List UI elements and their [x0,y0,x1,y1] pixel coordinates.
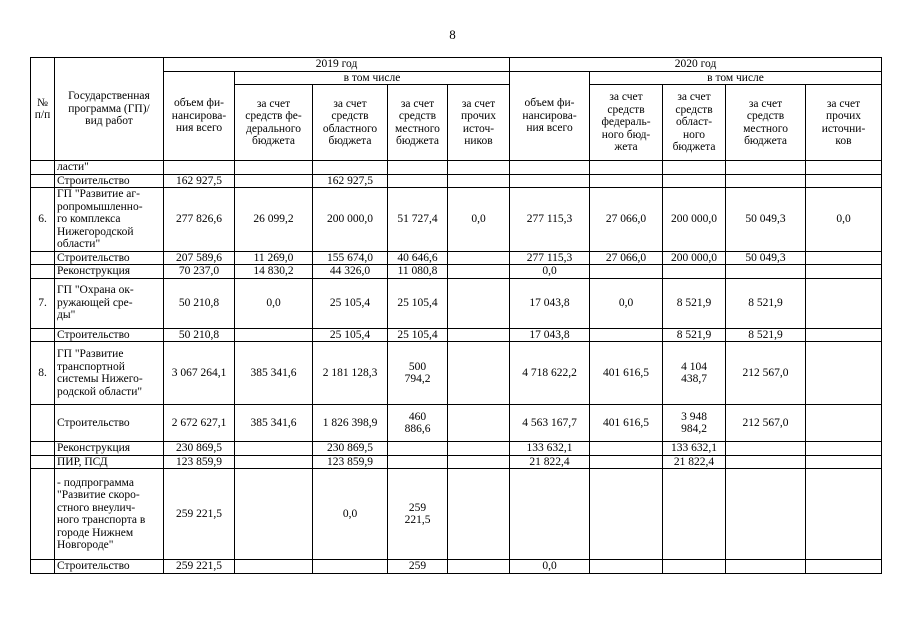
cell-regional-2020: 200 000,0 [663,251,726,265]
cell-federal-2020 [590,469,663,560]
row-number [31,560,55,574]
cell-federal-2020 [590,265,663,279]
cell-total-2019: 2 672 627,1 [164,405,235,442]
cell-regional-2020: 8 521,9 [663,328,726,342]
cell-regional-2019 [313,560,388,574]
cell-other-2020 [806,265,882,279]
cell-other-2019 [448,405,510,442]
cell-local-2020 [726,442,806,456]
cell-federal-2019: 26 099,2 [235,188,313,252]
cell-local-2020 [726,174,806,188]
cell-regional-2020: 21 822,4 [663,455,726,469]
cell-federal-2020 [590,455,663,469]
cell-total-2019: 259 221,5 [164,469,235,560]
cell-other-2020 [806,251,882,265]
cell-local-2020 [726,161,806,175]
table-row [31,161,882,175]
cell-other-2020 [806,455,882,469]
table-row [31,188,882,252]
cell-other-2019 [448,251,510,265]
row-name: ГП "Развитие транспортной системы Нижего- родской области" [55,342,164,405]
cell-other-2019 [448,469,510,560]
header-local-2019: за счет средств местного бюджета [388,85,448,161]
cell-total-2019: 207 589,6 [164,251,235,265]
header-incl-2019: в том числе [235,71,510,85]
cell-other-2020 [806,442,882,456]
cell-other-2020 [806,560,882,574]
header-year-2020: 2020 год [510,58,882,72]
row-number [31,251,55,265]
cell-federal-2020: 401 616,5 [590,405,663,442]
table-row [31,278,882,328]
cell-local-2019 [388,174,448,188]
cell-regional-2020: 133 632,1 [663,442,726,456]
header-other-2019: за счет прочих источ- ников [448,85,510,161]
row-number [31,455,55,469]
cell-federal-2020 [590,174,663,188]
table-row [31,442,882,456]
cell-federal-2020: 401 616,5 [590,342,663,405]
cell-other-2020 [806,278,882,328]
cell-regional-2019: 155 674,0 [313,251,388,265]
cell-regional-2019: 1 826 398,9 [313,405,388,442]
cell-local-2019: 500 794,2 [388,342,448,405]
cell-local-2019 [388,161,448,175]
cell-federal-2019: 11 269,0 [235,251,313,265]
header-year-2019: 2019 год [164,58,510,72]
cell-other-2019 [448,442,510,456]
cell-regional-2019: 123 859,9 [313,455,388,469]
header-local-2020: за счет средств местного бюджета [726,85,806,161]
header-federal-2020: за счет средств федераль- ного бюд- жета [590,85,663,161]
cell-local-2019 [388,455,448,469]
cell-local-2019: 51 727,4 [388,188,448,252]
cell-federal-2019: 14 830,2 [235,265,313,279]
cell-total-2019: 277 826,6 [164,188,235,252]
cell-local-2019: 11 080,8 [388,265,448,279]
row-number [31,442,55,456]
cell-regional-2020 [663,265,726,279]
cell-total-2020: 17 043,8 [510,278,590,328]
cell-local-2019: 25 105,4 [388,278,448,328]
cell-total-2020: 277 115,3 [510,251,590,265]
cell-regional-2019: 25 105,4 [313,278,388,328]
cell-total-2020: 21 822,4 [510,455,590,469]
row-name: Реконструкция [55,265,164,279]
cell-federal-2020 [590,328,663,342]
row-name: Строительство [55,328,164,342]
cell-other-2019 [448,342,510,405]
row-number [31,405,55,442]
cell-total-2020: 17 043,8 [510,328,590,342]
row-number: 7. [31,278,55,328]
cell-federal-2020 [590,442,663,456]
cell-local-2020: 8 521,9 [726,328,806,342]
cell-total-2019: 230 869,5 [164,442,235,456]
cell-regional-2020 [663,161,726,175]
cell-total-2020: 4 563 167,7 [510,405,590,442]
cell-other-2020 [806,469,882,560]
cell-federal-2020 [590,560,663,574]
row-name: Строительство [55,251,164,265]
row-name: Строительство [55,405,164,442]
cell-other-2020 [806,328,882,342]
cell-local-2020 [726,265,806,279]
row-number: 6. [31,188,55,252]
cell-total-2020: 133 632,1 [510,442,590,456]
row-name: ГП "Развитие аг- ропромышленно- го комплекса Нижегородской области" [55,188,164,252]
table-row [31,469,882,560]
cell-regional-2019: 230 869,5 [313,442,388,456]
row-name: Реконструкция [55,442,164,456]
cell-regional-2020 [663,469,726,560]
cell-regional-2019: 25 105,4 [313,328,388,342]
cell-regional-2019: 2 181 128,3 [313,342,388,405]
cell-federal-2019: 385 341,6 [235,342,313,405]
cell-local-2019: 460 886,6 [388,405,448,442]
row-name: Строительство [55,560,164,574]
cell-regional-2020: 8 521,9 [663,278,726,328]
cell-federal-2019: 0,0 [235,278,313,328]
cell-other-2019 [448,278,510,328]
cell-regional-2020: 4 104 438,7 [663,342,726,405]
cell-local-2020: 50 049,3 [726,188,806,252]
cell-total-2020 [510,161,590,175]
financing-table [30,57,882,574]
cell-local-2020: 212 567,0 [726,342,806,405]
row-number: 8. [31,342,55,405]
cell-other-2020: 0,0 [806,188,882,252]
table-row [31,342,882,405]
table-row [31,328,882,342]
header-federal-2019: за счет средств фе- дерального бюджета [235,85,313,161]
cell-local-2019: 25 105,4 [388,328,448,342]
cell-federal-2020: 27 066,0 [590,188,663,252]
cell-other-2019 [448,560,510,574]
cell-federal-2019 [235,161,313,175]
cell-federal-2020 [590,161,663,175]
table-row [31,174,882,188]
cell-federal-2019: 385 341,6 [235,405,313,442]
cell-local-2019 [388,442,448,456]
cell-regional-2019: 200 000,0 [313,188,388,252]
cell-federal-2019 [235,469,313,560]
row-name: ГП "Охрана ок- ружающей сре- ды" [55,278,164,328]
header-incl-2020: в том числе [590,71,882,85]
cell-regional-2019: 0,0 [313,469,388,560]
cell-other-2020 [806,405,882,442]
cell-other-2020 [806,161,882,175]
header-regional-2019: за счет средств областного бюджета [313,85,388,161]
cell-regional-2020 [663,174,726,188]
cell-federal-2020: 0,0 [590,278,663,328]
header-total-2019: объем фи- нансирова- ния всего [164,71,235,161]
row-name: ПИР, ПСД [55,455,164,469]
cell-total-2019: 259 221,5 [164,560,235,574]
table-row [31,251,882,265]
cell-other-2019 [448,161,510,175]
row-number [31,469,55,560]
cell-other-2019 [448,265,510,279]
cell-total-2019 [164,161,235,175]
cell-federal-2020: 27 066,0 [590,251,663,265]
header-num: № п/п [31,58,55,161]
cell-total-2019: 162 927,5 [164,174,235,188]
cell-total-2019: 70 237,0 [164,265,235,279]
cell-local-2020 [726,560,806,574]
cell-local-2019: 259 [388,560,448,574]
cell-federal-2019 [235,174,313,188]
cell-total-2019: 50 210,8 [164,328,235,342]
row-name: - подпрограмма "Развитие скоро- стного внеулич- ного транспорта в городе Нижнем Новгороде" [55,469,164,560]
cell-local-2020: 50 049,3 [726,251,806,265]
cell-regional-2020: 200 000,0 [663,188,726,252]
cell-regional-2020: 3 948 984,2 [663,405,726,442]
table-row [31,455,882,469]
cell-total-2020 [510,174,590,188]
cell-local-2019: 40 646,6 [388,251,448,265]
row-name: Строительство [55,174,164,188]
cell-other-2020 [806,174,882,188]
row-number [31,174,55,188]
header-program: Государственная программа (ГП)/ вид работ [55,58,164,161]
cell-regional-2019: 162 927,5 [313,174,388,188]
cell-other-2020 [806,342,882,405]
cell-total-2020 [510,469,590,560]
cell-total-2020: 0,0 [510,265,590,279]
cell-other-2019 [448,455,510,469]
table-row [31,265,882,279]
row-number [31,265,55,279]
page-number: 8 [449,27,456,42]
row-name: ласти" [55,161,164,175]
cell-total-2019: 50 210,8 [164,278,235,328]
cell-federal-2019 [235,328,313,342]
cell-other-2019: 0,0 [448,188,510,252]
header-regional-2020: за счет средств област- ного бюджета [663,85,726,161]
cell-other-2019 [448,328,510,342]
cell-local-2020: 8 521,9 [726,278,806,328]
cell-total-2020: 4 718 622,2 [510,342,590,405]
header-other-2020: за счет прочих источни- ков [806,85,882,161]
cell-regional-2019: 44 326,0 [313,265,388,279]
cell-local-2020 [726,455,806,469]
cell-other-2019 [448,174,510,188]
cell-regional-2020 [663,560,726,574]
header-total-2020: объем фи- нансирова- ния всего [510,71,590,161]
row-number [31,161,55,175]
table-row [31,560,882,574]
cell-regional-2019 [313,161,388,175]
cell-total-2019: 3 067 264,1 [164,342,235,405]
table-row [31,405,882,442]
cell-total-2020: 0,0 [510,560,590,574]
row-number [31,328,55,342]
cell-local-2020: 212 567,0 [726,405,806,442]
cell-federal-2019 [235,455,313,469]
cell-federal-2019 [235,442,313,456]
cell-local-2020 [726,469,806,560]
cell-federal-2019 [235,560,313,574]
cell-total-2020: 277 115,3 [510,188,590,252]
cell-local-2019: 259 221,5 [388,469,448,560]
cell-total-2019: 123 859,9 [164,455,235,469]
